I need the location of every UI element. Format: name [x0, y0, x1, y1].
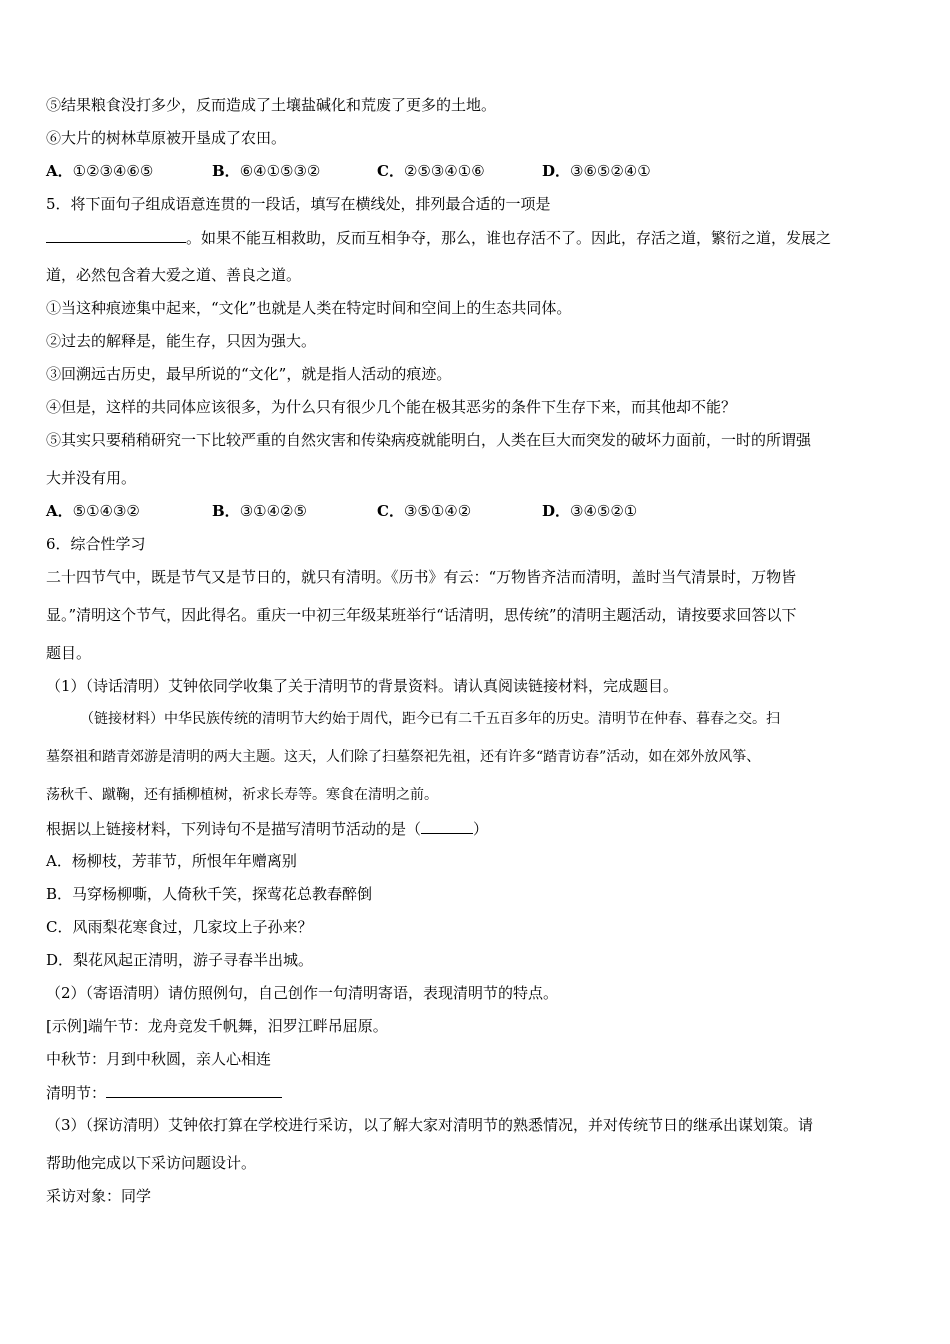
- q6-intro-line-3: 题目。: [46, 644, 92, 662]
- option-letter: A．: [46, 162, 73, 180]
- q4-options: [46, 162, 906, 195]
- option-text: ③④⑤②①: [570, 502, 638, 520]
- q5-option-b: [212, 502, 377, 535]
- q5-option-a: [46, 502, 212, 535]
- q5-item-1: ①当这种痕迹集中起来，“文化”也就是人类在特定时间和空间上的生态共同体。: [46, 299, 572, 317]
- answer-blank: [106, 1083, 282, 1098]
- exam-page: [46, 96, 906, 1220]
- answer-label: 清明节：: [46, 1084, 107, 1102]
- q6-part3-prompt-line-2: 帮助他完成以下采访问题设计。: [46, 1154, 257, 1172]
- q5-passage-line-2: 道，必然包含着大爱之道、善良之道。: [46, 266, 302, 284]
- q6-part2-prompt: （2）（寄语清明）请仿照例句，自己创作一句清明寄语，表现清明节的特点。: [46, 984, 559, 1002]
- q4-item-5: ⑤结果粮食没打多少，反而造成了土壤盐碱化和荒废了更多的土地。: [46, 96, 497, 114]
- option-text: ①②③④⑥⑤: [72, 162, 154, 180]
- q6-part1-option-d: D．梨花风起正清明，游子寻春半出城。: [46, 951, 314, 969]
- q6-part1-option-c: C．风雨梨花寒食过，几家坟上子孙来？: [46, 918, 313, 936]
- q4-option-d: [542, 162, 651, 195]
- q4-option-c: [377, 162, 542, 195]
- q6-material-line-1: （链接材料）中华民族传统的清明节大约始于周代，距今已有二千五百多年的历史。清明节在仲春、暮春之交。扫: [80, 711, 780, 727]
- option-text: ⑤①④③②: [72, 502, 140, 520]
- option-text: ③①④②⑤: [239, 502, 307, 520]
- q6-intro-line-1: 二十四节气中，既是节气又是节日的，就只有清明。《历书》有云：“万物皆齐洁而清明，盖时当气清景时，万物皆: [46, 568, 797, 586]
- q5-item-2: ②过去的解释是，能生存，只因为强大。: [46, 332, 317, 350]
- q6-part3-prompt-line-1: （3）（探访清明）艾钟依打算在学校进行采访，以了解大家对清明节的熟悉情况，并对传统节日的继承出谋划策。请: [46, 1116, 814, 1134]
- q6-material-line-2: 墓祭祖和踏青郊游是清明的两大主题。这天，人们除了扫墓祭祀先祖，还有许多“踏青访春”活动，如在郊外放风筝、: [46, 749, 761, 765]
- answer-blank: [421, 819, 473, 834]
- question-close: ）: [473, 820, 489, 838]
- q5-item-5-line-2: 大并没有用。: [46, 469, 137, 487]
- option-letter: A．: [46, 502, 73, 520]
- option-letter: B．: [212, 502, 240, 520]
- q5-stem: 5．将下面句子组成语意连贯的一段话，填写在横线处，排列最合适的一项是: [46, 195, 551, 213]
- q5-passage-text: 。如果不能互相救助，反而互相争夺，那么，谁也存活不了。因此，存活之道，繁衍之道，发展之: [186, 229, 832, 247]
- q6-title: 6．综合性学习: [46, 535, 146, 553]
- q6-part1-option-a: A．杨柳枝，芳菲节，所恨年年赠离别: [46, 852, 297, 870]
- q5-item-3: ③回溯远古历史，最早所说的“文化”，就是指人活动的痕迹。: [46, 365, 452, 383]
- q5-item-4: ④但是，这样的共同体应该很多，为什么只有很少几个能在极其恶劣的条件下生存下来，而其他却不能？: [46, 398, 737, 416]
- option-letter: C．: [377, 162, 404, 180]
- q6-part1-option-b: B．马穿杨柳嘶，人倚秋千笑，探莺花总教春醉倒: [46, 885, 373, 903]
- q6-part3-interviewee: 采访对象：同学: [46, 1187, 152, 1205]
- option-text: ③⑥⑤②④①: [570, 162, 651, 180]
- q4-option-b: [212, 162, 377, 195]
- question-text: 根据以上链接材料，下列诗句不是描写清明节活动的是（: [46, 820, 422, 838]
- option-letter: C．: [377, 502, 404, 520]
- q6-intro-line-2: 显。”清明这个节气，因此得名。重庆一中初三年级某班举行“话清明，思传统”的清明主题活动，请按要求回答以下: [46, 606, 797, 624]
- q6-part2-answer: [46, 1083, 906, 1116]
- option-text: ②⑤③④①⑥: [403, 162, 485, 180]
- q5-options: [46, 502, 906, 535]
- q5-option-d: [542, 502, 637, 535]
- q4-item-6: ⑥大片的树林草原被开垦成了农田。: [46, 129, 287, 147]
- q5-passage-line-1: [46, 228, 906, 266]
- q6-part1-prompt: （1）（诗话清明）艾钟依同学收集了关于清明节的背景资料。请认真阅读链接材料，完成题目。: [46, 677, 679, 695]
- option-text: ③⑤①④②: [403, 502, 472, 520]
- q4-option-a: [46, 162, 212, 195]
- option-letter: D．: [542, 162, 571, 180]
- q6-material-line-3: 荡秋千、蹴鞠，还有插柳植树，祈求长寿等。寒食在清明之前。: [46, 787, 438, 803]
- option-letter: B．: [212, 162, 240, 180]
- option-letter: D．: [542, 502, 571, 520]
- q5-item-5-line-1: ⑤其实只要稍稍研究一下比较严重的自然灾害和传染病疫就能明白，人类在巨大而突发的破坏力面前，一时的所谓强: [46, 431, 812, 449]
- q6-part2-example-2: 中秋节：月到中秋圆，亲人心相连: [46, 1050, 272, 1068]
- answer-blank: [46, 228, 186, 243]
- option-text: ⑥④①⑤③②: [239, 162, 321, 180]
- q6-part2-example-1: [示例]端午节：龙舟竞发千帆舞，汨罗江畔吊屈原。: [46, 1017, 388, 1035]
- q6-part1-question: [46, 819, 906, 852]
- q5-option-c: [377, 502, 542, 535]
